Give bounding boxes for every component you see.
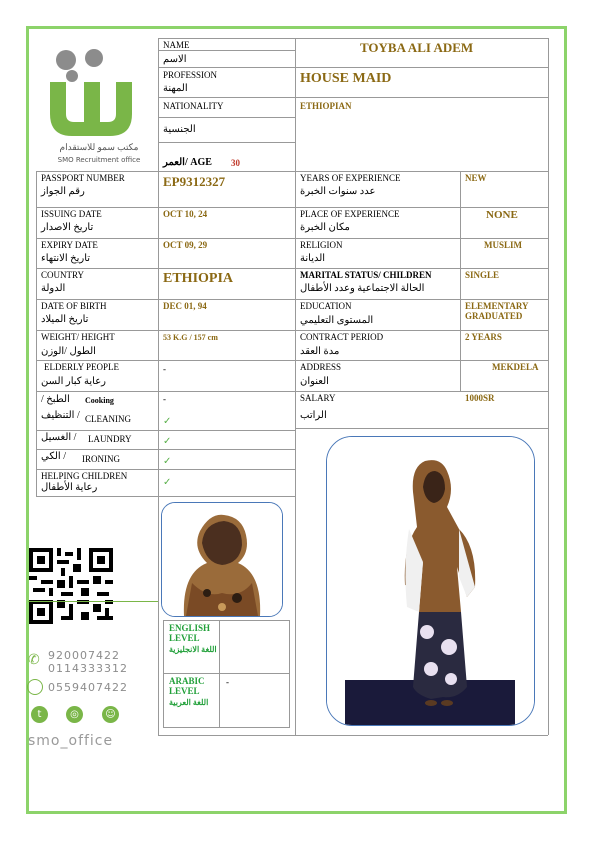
english-level-label-ar: اللغة الانجليزية: [169, 645, 217, 654]
ironing-label-ar: الكي /: [41, 451, 66, 462]
weight-label-ar: الطول /الوزن: [41, 346, 96, 357]
nationality-value: ETHIOPIAN: [300, 101, 352, 111]
children-check-icon: ✓: [163, 477, 172, 488]
laundry-label-ar: الغسيل /: [41, 432, 77, 443]
place-value: NONE: [486, 209, 518, 221]
instagram-icon[interactable]: ◎: [66, 706, 83, 723]
elderly-label-ar: رعاية كبار السن: [41, 376, 106, 387]
english-level-label: ENGLISH LEVEL: [169, 623, 211, 643]
weight-label: WEIGHT/ HEIGHT: [41, 332, 115, 342]
education-value: ELEMENTARY GRADUATED: [465, 301, 529, 321]
education-label: EDUCATION: [300, 301, 352, 311]
place-label-ar: مكان الخبرة: [300, 222, 350, 233]
cooking-label: Cooking: [85, 396, 114, 405]
contract-value: 2 YEARS: [465, 332, 502, 342]
phone-icon: ✆: [28, 652, 40, 668]
arabic-level-label-ar: اللغة العربية: [169, 698, 209, 707]
weight-value: 53 K.G / 157 cm: [163, 333, 218, 342]
issuing-value: OCT 10, 24: [163, 209, 208, 219]
contract-label-ar: مدة العقد: [300, 346, 340, 357]
ironing-check-icon: ✓: [163, 456, 172, 467]
contract-label: CONTRACT PERIOD: [300, 332, 384, 342]
phone-1: 920007422: [48, 649, 120, 662]
full-body-photo: [326, 436, 535, 726]
cooking-value: -: [163, 394, 166, 404]
dob-label: DATE OF BIRTH: [41, 301, 107, 311]
cleaning-label-ar: التنظيف /: [41, 410, 80, 421]
salary-value: 1000SR: [465, 393, 495, 403]
name-label: NAME: [163, 40, 190, 50]
dob-value: DEC 01, 94: [163, 301, 207, 311]
country-label-ar: الدولة: [41, 283, 66, 294]
country-label: COUNTRY: [41, 270, 85, 280]
years-value: NEW: [465, 173, 487, 183]
ironing-label: IRONING: [82, 454, 120, 464]
age-value: 30: [231, 158, 240, 168]
marital-label: MARITAL STATUS/ CHILDREN: [300, 270, 432, 280]
passport-value: EP9312327: [163, 174, 226, 189]
elderly-label: ELDERLY PEOPLE: [44, 362, 120, 372]
whatsapp-number: 0559407422: [48, 681, 128, 694]
years-label-ar: عدد سنوات الخبرة: [300, 186, 376, 197]
address-label-ar: العنوان: [300, 376, 329, 387]
children-label: HELPING CHILDREN: [41, 471, 128, 481]
address-label: ADDRESS: [300, 362, 342, 372]
expiry-value: OCT 09, 29: [163, 240, 208, 250]
passport-label-ar: رقم الجواز: [41, 186, 85, 197]
nationality-label-ar: الجنسية: [163, 124, 196, 135]
social-handle: smo_office: [28, 733, 114, 749]
laundry-label: LAUNDRY: [88, 434, 132, 444]
marital-value: SINGLE: [465, 270, 500, 280]
age-label: العمر/ AGE: [163, 157, 212, 168]
religion-label-ar: الديانة: [300, 253, 326, 264]
religion-value: MUSLIM: [484, 240, 522, 250]
passport-label: PASSPORT NUMBER: [41, 173, 125, 183]
salary-label: SALARY: [300, 393, 336, 403]
profession-label: PROFESSION: [163, 70, 218, 80]
phone-2: 0114333312: [48, 662, 128, 675]
worker-name: TOYBA ALI ADEM: [360, 40, 474, 55]
whatsapp-icon: [27, 679, 43, 695]
elderly-value: -: [163, 364, 166, 374]
address-value: MEKDELA: [492, 362, 539, 372]
cooking-label-ar: الطبخ /: [41, 394, 70, 405]
profession-label-ar: المهنة: [163, 83, 188, 94]
cleaning-label: CLEANING: [85, 414, 131, 424]
salary-label-ar: الراتب: [300, 410, 327, 421]
cleaning-check-icon: ✓: [163, 416, 172, 427]
expiry-label-ar: تاريخ الانتهاء: [41, 253, 91, 264]
name-label-ar: الاسم: [163, 54, 187, 65]
snapchat-icon[interactable]: ☺: [102, 706, 119, 723]
dob-label-ar: تاريخ الميلاد: [41, 314, 89, 325]
smo-logo-mark: [40, 42, 158, 142]
laundry-check-icon: ✓: [163, 436, 172, 447]
logo-arabic-text: مكتب سمو للاستقدام: [59, 142, 139, 152]
children-label-ar: رعاية الأطفال: [41, 482, 98, 493]
profession-value: HOUSE MAID: [300, 71, 392, 86]
portrait-photo: [161, 502, 283, 617]
arabic-level-label: ARABIC LEVEL: [169, 676, 205, 696]
qr-code: [29, 548, 113, 624]
issuing-label-ar: تاريخ الاصدار: [41, 222, 94, 233]
arabic-level-value: -: [226, 677, 229, 687]
smo-logo: [40, 42, 158, 170]
expiry-label: EXPIRY DATE: [41, 240, 98, 250]
issuing-label: ISSUING DATE: [41, 209, 102, 219]
place-label: PLACE OF EXPERIENCE: [300, 209, 400, 219]
religion-label: RELIGION: [300, 240, 343, 250]
nationality-label: NATIONALITY: [163, 101, 224, 111]
twitter-icon[interactable]: t: [31, 706, 48, 723]
logo-english-text: SMO Recruitment office: [57, 156, 141, 164]
marital-label-ar: الحالة الاجتماعية وعدد الأطفال: [300, 283, 425, 294]
education-label-ar: المستوى التعليمي: [300, 315, 374, 326]
years-label: YEARS OF EXPERIENCE: [300, 173, 401, 183]
country-value: ETHIOPIA: [163, 271, 234, 286]
